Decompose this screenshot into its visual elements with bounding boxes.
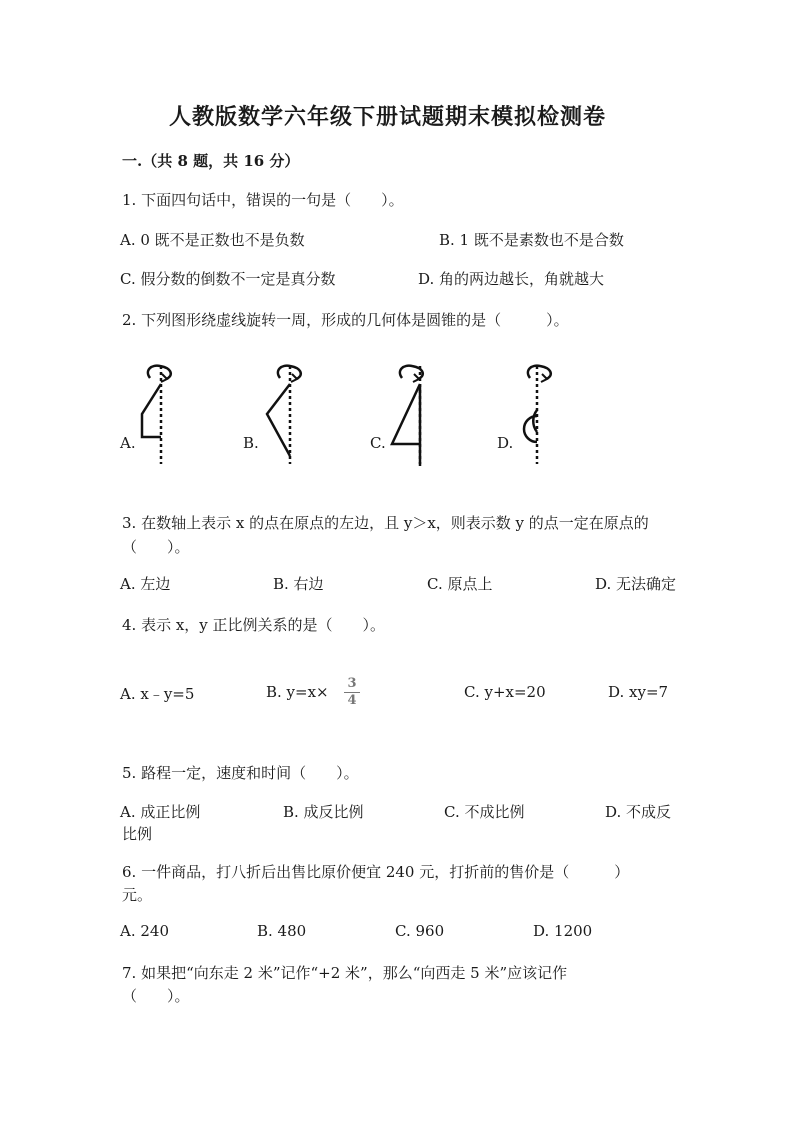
question-5-option-c: C. 不成比例 bbox=[444, 803, 525, 821]
question-3-option-b: B. 右边 bbox=[273, 575, 324, 593]
question-6-option-c: C. 960 bbox=[395, 922, 445, 940]
figure-a bbox=[140, 360, 190, 468]
question-6-stem-line-1: 6. 一件商品，打八折后出售比原价便宜 240 元，打折前的售价是（ ） bbox=[122, 863, 630, 881]
section-heading: 一.（共 8 题，共 16 分） bbox=[122, 152, 300, 170]
question-5-stem: 5. 路程一定，速度和时间（ ）。 bbox=[122, 764, 359, 782]
figure-b bbox=[262, 360, 312, 468]
fraction-numerator: 3 bbox=[347, 676, 357, 691]
question-2-option-a: A. bbox=[120, 434, 136, 452]
question-4-option-d: D. xy=7 bbox=[608, 683, 669, 701]
question-4-option-b-fraction bbox=[344, 677, 360, 708]
fraction-denominator: 4 bbox=[347, 693, 357, 708]
question-2-option-b: B. bbox=[243, 434, 259, 452]
page-title: 人教版数学六年级下册试题期末模拟检测卷 bbox=[169, 104, 607, 130]
question-1-option-a: A. 0 既不是正数也不是负数 bbox=[120, 231, 305, 249]
question-3-option-d: D. 无法确定 bbox=[595, 575, 677, 593]
question-6-option-d: D. 1200 bbox=[533, 922, 593, 940]
question-2-stem: 2. 下列图形绕虚线旋转一周，形成的几何体是圆锥的是（ ）。 bbox=[122, 311, 569, 329]
question-1-option-b: B. 1 既不是素数也不是合数 bbox=[439, 231, 624, 249]
question-3-option-a: A. 左边 bbox=[120, 575, 171, 593]
figure-d bbox=[514, 360, 564, 468]
question-7-stem-line-1: 7. 如果把“向东走 2 米”记作“+2 米”，那么“向西走 5 米”应该记作 bbox=[122, 964, 568, 982]
question-5-option-a: A. 成正比例 bbox=[120, 803, 201, 821]
question-5-option-d: D. 不成反 bbox=[605, 803, 672, 821]
question-2-option-c: C. bbox=[370, 434, 386, 452]
question-1-option-d: D. 角的两边越长，角就越大 bbox=[418, 270, 605, 288]
question-4-option-b: B. y=x× bbox=[266, 683, 329, 701]
question-5-option-b: B. 成反比例 bbox=[283, 803, 364, 821]
question-1-stem: 1. 下面四句话中，错误的一句是（ ）。 bbox=[122, 191, 404, 209]
question-6-option-a: A. 240 bbox=[120, 922, 169, 940]
figure-c bbox=[386, 360, 436, 468]
question-5-option-d-continued: 比例 bbox=[122, 825, 153, 843]
question-6-option-b: B. 480 bbox=[257, 922, 307, 940]
question-6-stem-line-2: 元。 bbox=[122, 886, 153, 904]
question-7-stem-line-2: （ ）。 bbox=[122, 987, 190, 1005]
question-1-option-c: C. 假分数的倒数不一定是真分数 bbox=[120, 270, 336, 288]
question-3-option-c: C. 原点上 bbox=[427, 575, 493, 593]
question-4-stem: 4. 表示 x，y 正比例关系的是（ ）。 bbox=[122, 616, 386, 634]
question-4-option-c: C. y+x=20 bbox=[464, 683, 546, 701]
question-2-option-d: D. bbox=[497, 434, 514, 452]
question-3-stem-line-2: （ ）。 bbox=[122, 538, 190, 556]
question-4-option-a: A. x﹣y=5 bbox=[120, 685, 195, 703]
question-3-stem-line-1: 3. 在数轴上表示 x 的点在原点的左边，且 y＞x，则表示数 y 的点一定在原点的 bbox=[122, 514, 649, 532]
